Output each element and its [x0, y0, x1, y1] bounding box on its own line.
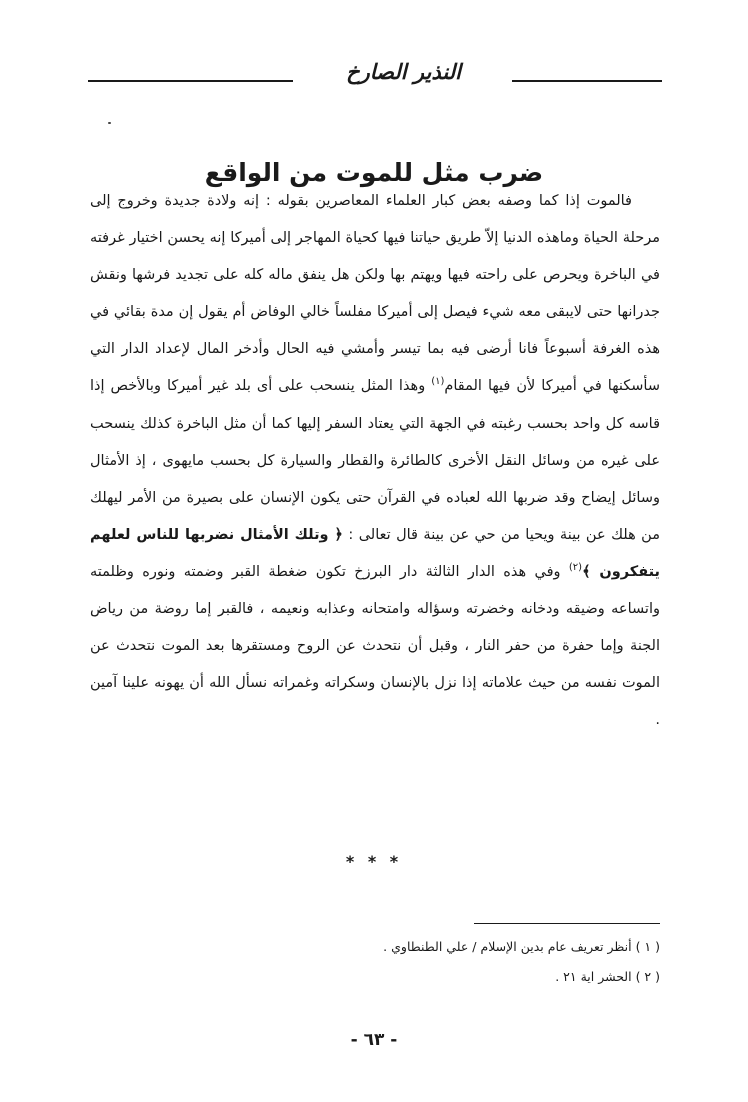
body-text-part-2: وهذا المثل ينسحب على أى بلد غير أميركا وبالأخص إذا قاسه كل واحد بحسب رغبته في الجهة التي يعتاد السفر إليها كما أن مثل الباخرة كذلك ينسحب على غيره من وسائل النقل الأخرى كالطائرة والقطار والسيارة كل بحسب مايهوى ، إذ الأمثال وسائل إيضاح وقد ضربها الله لعباده في القرآن حتى يكون الإنسان على بصيرة من الأمر ليهلك من هلك عن بينة ويحيا من حي عن بينة قال تعالى :: [90, 378, 660, 543]
footnote-2: ( ٢ ) الحشر اية ٢١ .: [555, 969, 660, 984]
footnote-ref-1: (١): [431, 376, 445, 388]
print-speck: [108, 122, 111, 124]
footnote-1: ( ١ ) أنظر تعريف عام بدين الإسلام / علي الطنطاوي .: [383, 939, 660, 954]
body-text-part-3: وفي هذه الدار الثالثة دار البرزخ تكون ضغطة القبر وضمته ونوره وظلمته واتساعه وضيقه ودخانه وخضرته وسؤاله وامتحانه وعذابه ونعيمه ، فالقبر إما روضة من رياض الجنة وإما حفرة من حفر النار ، وقبل أن نتحدث عن الروح ومستقرها بعد الموت نتحدث عن الموت نفسه من حيث علاماته إذا نزل بالإنسان وسكراته وغمراته نسأل الله أن يهونه علينا آمين .: [90, 563, 660, 729]
body-paragraph: [90, 183, 660, 739]
section-divider-stars: * * *: [345, 852, 403, 871]
body-text-part-1: فالموت إذا كما وصفه بعض كبار العلماء المعاصرين بقوله : إنه ولادة جديدة وخروج إلى مرحلة الحياة وماهذه الدنيا إلاّ طريق حياتنا فيها كحياة المهاجر إلى أميركا إنه يحسن اختيار غرفته في الباخرة ويحرص على راحته فيها ويهتم بها ولكن هل ينفق ماله كله على تجديد فرشها ونقش جدرانها حتى لايبقى معه شيء فيصل إلى أميركا مفلساً خالي الوفاض أم يقول إن مدة بقائي في هذه الغرفة أسبوعاً فانا أرضى فيه بما تيسر وأمشي فيه الحال وأدخر المال لإعداد الدار التي سأسكنها في أميركا لأن فيها المقام: [90, 193, 660, 395]
header-rule-right: [512, 80, 662, 82]
chapter-title: ضرب مثل للموت من الواقع: [204, 157, 544, 187]
running-title: النذير الصارخ: [346, 59, 461, 84]
running-header: [88, 58, 662, 88]
body-text: [90, 183, 660, 739]
footnote-rule: [474, 923, 660, 924]
quran-verse: ﴿ وتلك الأمثال نضربها للناس لعلهم يتفكرون ﴾: [90, 526, 660, 580]
footnote-ref-2: (٢): [568, 562, 583, 574]
page-number: - ٦٣ -: [350, 1030, 398, 1050]
footnotes: [160, 932, 660, 992]
header-rule-left: [88, 80, 293, 82]
